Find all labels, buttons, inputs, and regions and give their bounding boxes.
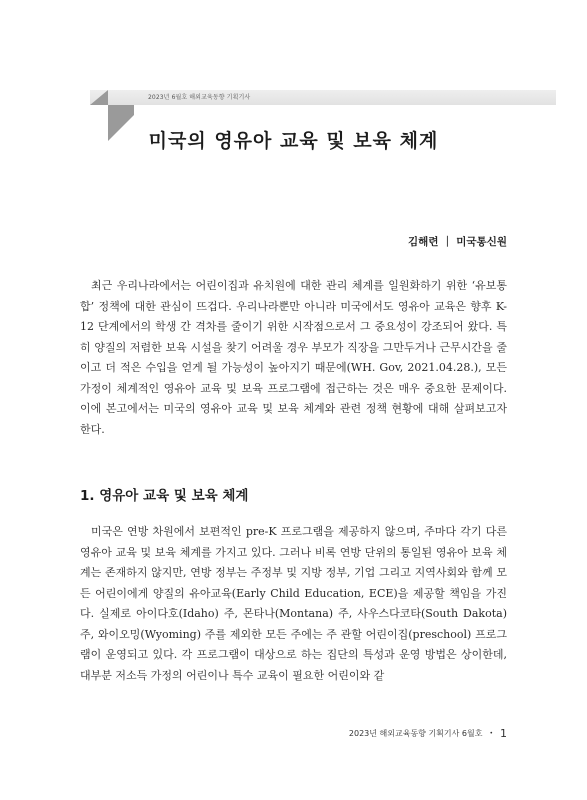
article-title: 미국의 영유아 교육 및 보육 체계: [148, 130, 439, 152]
banner-fold-decoration: [90, 90, 108, 105]
section-heading: 1. 영유아 교육 및 보육 체계: [80, 488, 249, 504]
page-number: 1: [500, 727, 507, 740]
intro-paragraph: 최근 우리나라에서는 어린이집과 유치원에 대한 관리 체계를 일원화하기 위한 ‘유보통합’ 정책에 대한 관심이 뜨겁다. 우리나라뿐만 아니라 미국에서도 영유아 교육은 향후 K-12 단계에서의 학생 간 격차를 줄이기 위한 시작점으로서 그 중요성이 강조되어 왔다. 특히 양질의 저렴한 보육 시설을 찾기 어려울 경우 부모가 직장을 그만두거나 근무시간을 줄이고 더 적은 수입을 얻게 될 가능성이 높아지기 때문에(WH. Gov, 2021.04.28.), 모든 가정이 체계적인 영유아 교육 및 보육 프로그램에 접근하는 것은 매우 중요한 문제이다. 이에 본고에서는 미국의 영유아 교육 및 보육 체계와 관련 정책 현황에 대해 살펴보고자 한다.: [80, 279, 507, 436]
footer-bullet: •: [489, 730, 493, 737]
author-byline: 김해련 ｜ 미국통신원: [408, 236, 507, 248]
page-footer: [349, 727, 507, 740]
running-header: 2023년 6월호 해외교육동향 기획기사: [148, 94, 251, 101]
banner-tab-decoration: [108, 105, 134, 115]
section-body-paragraph: 미국은 연방 차원에서 보편적인 pre-K 프로그램을 제공하지 않으며, 주마다 각기 다른 영유아 교육 및 보육 체계를 가지고 있다. 그러나 비록 연방 단위의 통일된 영유아 보육 체계는 존재하지 않지만, 연방 정부는 주정부 및 지방 정부, 기업 그리고 지역사회와 함께 모든 어린이에게 양질의 유아교육(Early Child Education, ECE)을 제공할 책임을 가진다. 실제로 아이다호(Idaho) 주, 몬타나(Montana) 주, 사우스다코타(South Dakota) 주, 와이오밍(Wyoming) 주를 제외한 모든 주에는 주 관할 어린이집(preschool) 프로그램이 운영되고 있다. 각 프로그램이 대상으로 하는 집단의 특성과 운영 방법은 상이한데, 대부분 저소득 가정의 어린이나 특수 교육이 필요한 어린이와 같: [80, 525, 507, 682]
footer-issue-label: 2023년 해외교육동향 기획기사 6월호: [348, 729, 483, 738]
